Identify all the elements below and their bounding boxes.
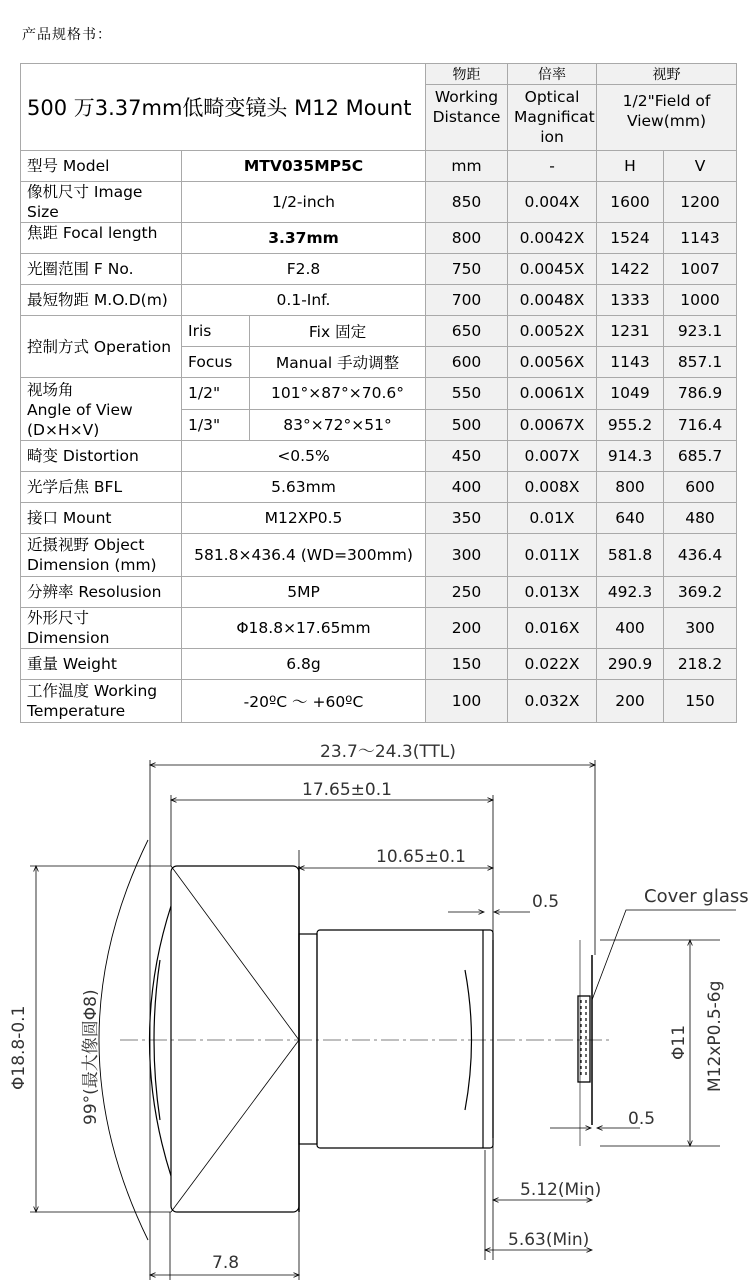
table-row: [21, 378, 737, 410]
lens-front-body: [171, 866, 299, 1212]
wd-cell: 550: [426, 378, 508, 410]
h-cell: 1049: [597, 378, 664, 410]
dim-10-text: 10.65±0.1: [376, 847, 466, 867]
row-value: 101°×87°×70.6°: [250, 378, 426, 410]
table-row: [21, 608, 737, 649]
mag-cell: 0.013X: [508, 577, 597, 608]
sub-label: Iris: [182, 316, 250, 347]
h-cell: 1524: [597, 223, 664, 254]
v-cell: 300: [664, 608, 737, 649]
row-value: 6.8g: [182, 649, 426, 680]
h-cell: 400: [597, 608, 664, 649]
object-label-2: Dimension (mm): [27, 556, 157, 574]
sub-label: 1/2": [182, 378, 250, 410]
row-value: Fix 固定: [250, 316, 426, 347]
temp-label-2: Temperature: [27, 702, 126, 720]
wd-cell: 150: [426, 649, 508, 680]
row-value: Manual 手动调整: [250, 347, 426, 378]
row-label: 分辨率 Resolusion: [21, 577, 182, 608]
v-cell: 716.4: [664, 409, 737, 441]
mag-cell: 0.011X: [508, 534, 597, 577]
h-cell: 492.3: [597, 577, 664, 608]
v-cell: 150: [664, 680, 737, 723]
fov-header-en: 1/2"Field of View(mm): [597, 85, 737, 151]
wd-cell: 350: [426, 503, 508, 534]
wd-cell: 750: [426, 254, 508, 285]
fov-header-cn: 视野: [597, 64, 737, 85]
dim-17-text: 17.65±0.1: [302, 780, 392, 800]
table-row: [21, 182, 737, 223]
row-value: 5.63mm: [182, 472, 426, 503]
mag-header-cn: 倍率: [508, 64, 597, 85]
min-563-text: 5.63(Min): [508, 1230, 590, 1250]
document-label: 产品规格书：: [22, 27, 112, 43]
v-cell: 1200: [664, 182, 737, 223]
mag-cell: 0.01X: [508, 503, 597, 534]
h-cell: 640: [597, 503, 664, 534]
front-element-curve: [150, 906, 172, 1176]
v-cell: V: [664, 151, 737, 182]
v-cell: 1007: [664, 254, 737, 285]
row-value: 83°×72°×51°: [250, 409, 426, 441]
row-label: [21, 534, 182, 577]
mag-cell: 0.016X: [508, 608, 597, 649]
angle-line-top: [171, 866, 299, 1040]
thread-barrel: [317, 930, 493, 1148]
h-cell: 1143: [597, 347, 664, 378]
table-row: [21, 151, 737, 182]
row-label: [21, 680, 182, 723]
mag-cell: 0.0045X: [508, 254, 597, 285]
v-cell: 1000: [664, 285, 737, 316]
mag-cell: 0.007X: [508, 441, 597, 472]
h-cell: 581.8: [597, 534, 664, 577]
v-cell: 369.2: [664, 577, 737, 608]
row-label: 最短物距 M.O.D(m): [21, 285, 182, 316]
wd-cell: 500: [426, 409, 508, 441]
h-cell: 1231: [597, 316, 664, 347]
mag-header-en: Optical Magnificat ion: [508, 85, 597, 151]
wd-cell: 100: [426, 680, 508, 723]
table-title: 500 万3.37mm低畸变镜头 M12 Mount: [21, 64, 426, 151]
dia-188-text: Φ18.8-0.1: [9, 1005, 29, 1090]
aov-label-cn: 视场角: [27, 381, 74, 399]
mag-cell: 0.0052X: [508, 316, 597, 347]
wd-cell: 200: [426, 608, 508, 649]
wd-cell: 400: [426, 472, 508, 503]
row-label: [21, 378, 182, 441]
h-cell: 914.3: [597, 441, 664, 472]
temp-label-1: 工作温度 Working: [27, 682, 158, 700]
table-row: [21, 534, 737, 577]
v-cell: 786.9: [664, 378, 737, 410]
wd-cell: mm: [426, 151, 508, 182]
row-value: <0.5%: [182, 441, 426, 472]
table-row: [21, 254, 737, 285]
v-cell: 480: [664, 503, 737, 534]
table-row: [21, 503, 737, 534]
mag-cell: 0.032X: [508, 680, 597, 723]
mag-cell: 0.0048X: [508, 285, 597, 316]
dim-78-text: 7.8: [212, 1253, 240, 1273]
row-label: 接口 Mount: [21, 503, 182, 534]
table-row: [21, 680, 737, 723]
row-value: 0.1-Inf.: [182, 285, 426, 316]
h-cell: 200: [597, 680, 664, 723]
thread-text: M12xP0.5-6g: [705, 980, 725, 1092]
wd-header-cn: 物距: [426, 64, 508, 85]
v-cell: 923.1: [664, 316, 737, 347]
table-row: [21, 285, 737, 316]
angle-line-bottom: [171, 1040, 299, 1212]
aov-label-en: Angle of View: [27, 401, 133, 419]
angle-text: 99°(最大像圆Φ8): [81, 989, 101, 1125]
mag-cell: 0.008X: [508, 472, 597, 503]
h-cell: 290.9: [597, 649, 664, 680]
dim-05-low-text: 0.5: [628, 1109, 656, 1129]
table-row: [21, 441, 737, 472]
row-label: 外形尺寸 Dimension: [21, 608, 182, 649]
lens-dimension-drawing: [0, 720, 750, 1285]
mag-cell: -: [508, 151, 597, 182]
h-cell: H: [597, 151, 664, 182]
wd-cell: 250: [426, 577, 508, 608]
v-cell: 218.2: [664, 649, 737, 680]
row-label: 光学后焦 BFL: [21, 472, 182, 503]
row-label: 像机尺寸 Image Size: [21, 182, 182, 223]
row-label: 焦距 Focal length: [21, 223, 182, 254]
v-cell: 1143: [664, 223, 737, 254]
row-value: -20ºC ～ +60ºC: [182, 680, 426, 723]
wd-cell: 800: [426, 223, 508, 254]
mag-cell: 0.022X: [508, 649, 597, 680]
dim-05-top-text: 0.5: [532, 892, 560, 912]
h-cell: 1422: [597, 254, 664, 285]
wd-cell: 650: [426, 316, 508, 347]
mag-cell: 0.0061X: [508, 378, 597, 410]
sub-label: 1/3": [182, 409, 250, 441]
table-row: [21, 472, 737, 503]
aov-label-dims: (D×H×V): [27, 421, 100, 439]
wd-header-en: Working Distance: [426, 85, 508, 151]
barrel-step: [299, 934, 317, 1144]
mag-cell: 0.0056X: [508, 347, 597, 378]
table-row: [21, 577, 737, 608]
row-value: 5MP: [182, 577, 426, 608]
wd-cell: 850: [426, 182, 508, 223]
h-cell: 800: [597, 472, 664, 503]
v-cell: 600: [664, 472, 737, 503]
row-value: 581.8×436.4 (WD=300mm): [182, 534, 426, 577]
row-label: 光圈范围 F No.: [21, 254, 182, 285]
min-512-text: 5.12(Min): [520, 1180, 602, 1200]
row-label: 畸变 Distortion: [21, 441, 182, 472]
table-row: [21, 316, 737, 347]
table-row: [21, 223, 737, 254]
mag-cell: 0.004X: [508, 182, 597, 223]
h-cell: 1333: [597, 285, 664, 316]
table-row: [21, 649, 737, 680]
v-cell: 685.7: [664, 441, 737, 472]
h-cell: 955.2: [597, 409, 664, 441]
v-cell: 436.4: [664, 534, 737, 577]
row-label: 控制方式 Operation: [21, 316, 182, 378]
row-label: 重量 Weight: [21, 649, 182, 680]
wd-cell: 450: [426, 441, 508, 472]
spec-table: [20, 63, 737, 723]
row-value: Φ18.8×17.65mm: [182, 608, 426, 649]
row-value: MTV035MP5C: [182, 151, 426, 182]
wd-cell: 600: [426, 347, 508, 378]
cover-glass-text: Cover glass: [644, 886, 749, 907]
wd-cell: 300: [426, 534, 508, 577]
mag-cell: 0.0042X: [508, 223, 597, 254]
mag-cell: 0.0067X: [508, 409, 597, 441]
row-label: 型号 Model: [21, 151, 182, 182]
object-label-1: 近摄视野 Object: [27, 536, 145, 554]
row-value: 1/2-inch: [182, 182, 426, 223]
row-value: M12XP0.5: [182, 503, 426, 534]
wd-cell: 700: [426, 285, 508, 316]
row-value: F2.8: [182, 254, 426, 285]
h-cell: 1600: [597, 182, 664, 223]
dia-11-text: Φ11: [669, 1024, 689, 1060]
sub-label: Focus: [182, 347, 250, 378]
v-cell: 857.1: [664, 347, 737, 378]
dim-ttl-text: 23.7～24.3(TTL): [320, 742, 456, 762]
row-value: 3.37mm: [182, 223, 426, 254]
